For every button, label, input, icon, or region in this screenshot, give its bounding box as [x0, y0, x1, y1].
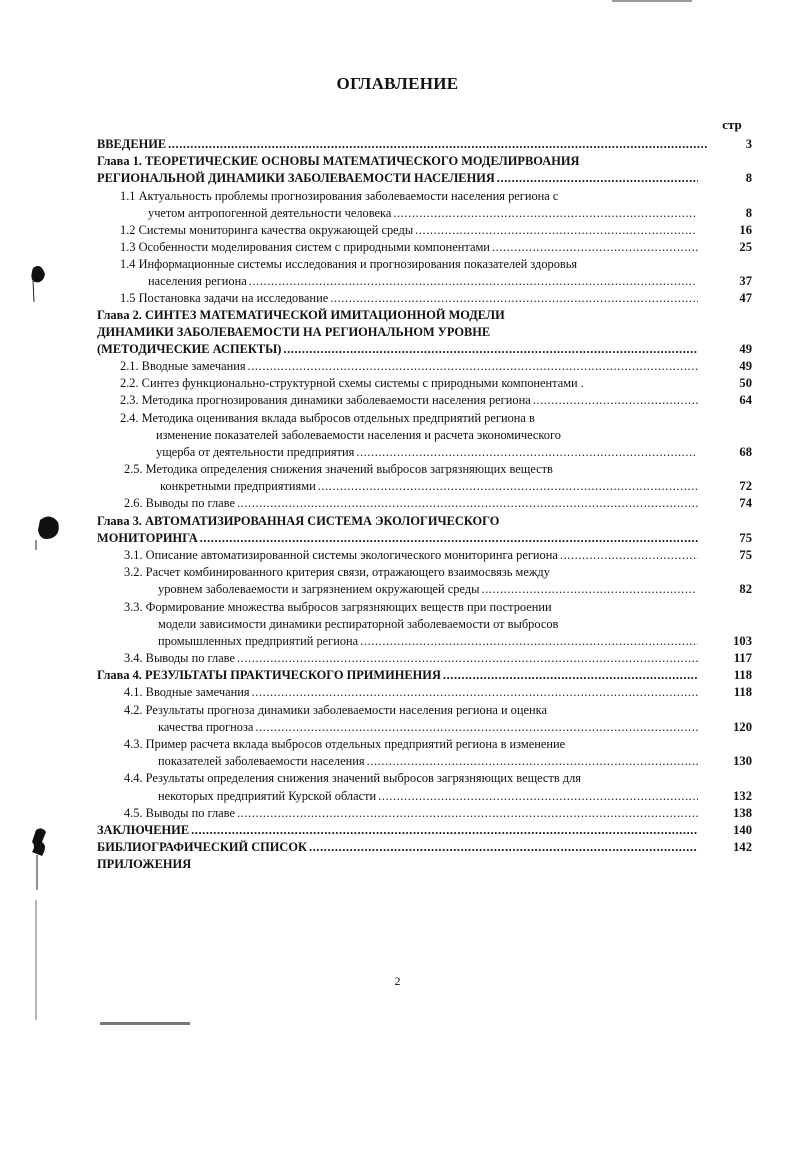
toc-entry[interactable]: 1.5 Постановка задачи на исследование .....: [120, 290, 698, 307]
toc-page-number: 47: [739, 291, 752, 305]
toc-entry[interactable]: ЗАКЛЮЧЕНИЕ .....: [97, 822, 698, 839]
toc-entry[interactable]: промышленных предприятий региона .....: [158, 633, 698, 650]
toc-page-number: 140: [733, 823, 752, 837]
toc-entry[interactable]: 1.2 Системы мониторинга качества окружающей среды .....: [120, 222, 696, 239]
toc-entry[interactable]: 1.4 Информационные системы исследования и прогнозирования показателей здоровья: [120, 257, 578, 271]
toc-entry[interactable]: 3.3. Формирование множества выбросов загрязняющих веществ при построении: [124, 600, 552, 614]
toc-page-number: 16: [739, 223, 752, 237]
toc-entry[interactable]: некоторых предприятий Курской области .....: [158, 788, 698, 805]
toc-page-number: 103: [733, 634, 752, 648]
toc-entry[interactable]: 2.4. Методика оценивания вклада выбросов отдельных предприятий региона в: [120, 411, 535, 425]
toc-entry[interactable]: БИБЛИОГРАФИЧЕСКИЙ СПИСОК .....: [97, 839, 698, 856]
toc-page-number: 130: [733, 754, 752, 768]
toc-page-number: 72: [739, 479, 752, 493]
toc-page-number: 75: [739, 531, 752, 545]
toc-entry[interactable]: 3.2. Расчет комбинированного критерия связи, отражающего взаимосвязь между: [124, 565, 550, 579]
toc-entry[interactable]: Глава 3. АВТОМАТИЗИРОВАННАЯ СИСТЕМА ЭКОЛОГИЧЕСКОГО: [97, 514, 500, 528]
toc-page-number: 37: [739, 274, 752, 288]
toc-page-number: 8: [745, 171, 752, 185]
page-column-header: стр: [722, 117, 742, 132]
toc-entry[interactable]: учетом антропогенной деятельности человека .....: [148, 205, 696, 222]
toc-entry[interactable]: 2.2. Синтез функционально-структурной схемы системы с природными компонентами .: [120, 376, 584, 390]
toc-page-number: 142: [733, 840, 752, 854]
toc-entry[interactable]: изменение показателей заболеваемости населения и расчета экономического: [156, 428, 561, 442]
toc-entry[interactable]: качества прогноза .....: [158, 719, 698, 736]
toc-page-number: 8: [745, 206, 752, 220]
toc-page-number: 3: [745, 137, 752, 151]
toc-page-number: 118: [733, 668, 752, 682]
page-number: 2: [394, 974, 401, 988]
toc-entry[interactable]: 3.1. Описание автоматизированной системы экологического мониторинга региона .....: [124, 547, 698, 564]
toc-entry[interactable]: ДИНАМИКИ ЗАБОЛЕВАЕМОСТИ НА РЕГИОНАЛЬНОМ УРОВНЕ: [97, 325, 491, 339]
scan-edge-bottom: [100, 1022, 190, 1025]
toc-entry[interactable]: ПРИЛОЖЕНИЯ: [97, 857, 192, 871]
toc-page-number: 49: [739, 359, 752, 373]
scan-artifact-marks: [0, 250, 60, 1150]
toc-entry[interactable]: 4.1. Вводные замечания .....: [124, 684, 698, 701]
toc-entry[interactable]: Глава 4. РЕЗУЛЬТАТЫ ПРАКТИЧЕСКОГО ПРИМИНЕНИЯ .....: [97, 667, 698, 684]
toc-page-number: 138: [733, 806, 752, 820]
toc-page-number: 120: [733, 720, 752, 734]
toc-page-number: 64: [739, 393, 752, 407]
toc-title: ОГЛАВЛЕНИЕ: [336, 74, 459, 93]
toc-entry[interactable]: ущерба от деятельности предприятия .....: [156, 444, 696, 461]
toc-entry[interactable]: (МЕТОДИЧЕСКИЕ АСПЕКТЫ) .....: [97, 341, 698, 358]
toc-page-number: 117: [733, 651, 752, 665]
toc-entry[interactable]: 1.3 Особенности моделирования систем с природными компонентами .....: [120, 239, 698, 256]
toc-entry[interactable]: 1.1 Актуальность проблемы прогнозирования заболеваемости населения региона с: [120, 189, 559, 203]
toc-entry[interactable]: уровнем заболеваемости и загрязнением окружающей среды .....: [158, 581, 696, 598]
toc-page-number: 82: [739, 582, 752, 596]
toc-entry[interactable]: Глава 1. ТЕОРЕТИЧЕСКИЕ ОСНОВЫ МАТЕМАТИЧЕСКОГО МОДЕЛИРВОАНИЯ: [97, 154, 580, 168]
toc-entry[interactable]: 4.2. Результаты прогноза динамики заболеваемости населения региона и оценка: [124, 703, 547, 717]
toc-entry[interactable]: МОНИТОРИНГА .....: [97, 530, 698, 547]
scan-edge-top: [612, 0, 692, 2]
toc-page-number: 75: [739, 548, 752, 562]
toc-entry[interactable]: 2.1. Вводные замечания .....: [120, 358, 698, 375]
toc-entry[interactable]: конкретными предприятиями .....: [160, 478, 698, 495]
toc-entry[interactable]: 4.5. Выводы по главе .....: [124, 805, 698, 822]
toc-entry[interactable]: 3.4. Выводы по главе .....: [124, 650, 698, 667]
toc-entry[interactable]: 2.5. Методика определения снижения значений выбросов загрязняющих веществ: [124, 462, 553, 476]
toc-entry[interactable]: модели зависимости динамики респираторной заболеваемости от выбросов: [158, 617, 559, 631]
toc-entry[interactable]: 2.3. Методика прогнозирования динамики заболеваемости населения региона .....: [120, 392, 698, 409]
toc-entry[interactable]: ВВЕДЕНИЕ .....: [97, 136, 708, 153]
toc-page-number: 132: [733, 789, 752, 803]
toc-page-number: 49: [739, 342, 752, 356]
toc-entry[interactable]: Глава 2. СИНТЕЗ МАТЕМАТИЧЕСКОЙ ИМИТАЦИОННОЙ МОДЕЛИ: [97, 308, 505, 322]
toc-entry[interactable]: РЕГИОНАЛЬНОЙ ДИНАМИКИ ЗАБОЛЕВАЕМОСТИ НАСЕЛЕНИЯ .....: [97, 170, 698, 187]
toc-entry[interactable]: показателей заболеваемости населения .....: [158, 753, 698, 770]
toc-entry[interactable]: населения региона .....: [148, 273, 696, 290]
toc-page-number: 50: [739, 376, 752, 390]
toc-entry[interactable]: 4.4. Результаты определения снижения значений выбросов загрязняющих веществ для: [124, 771, 581, 785]
toc-page-number: 25: [739, 240, 752, 254]
toc-entry[interactable]: 2.6. Выводы по главе .....: [124, 495, 698, 512]
toc-entry[interactable]: 4.3. Пример расчета вклада выбросов отдельных предприятий региона в изменение: [124, 737, 566, 751]
toc-page-number: 74: [739, 496, 752, 510]
toc-page-number: 118: [733, 685, 752, 699]
toc-page-number: 68: [739, 445, 752, 459]
